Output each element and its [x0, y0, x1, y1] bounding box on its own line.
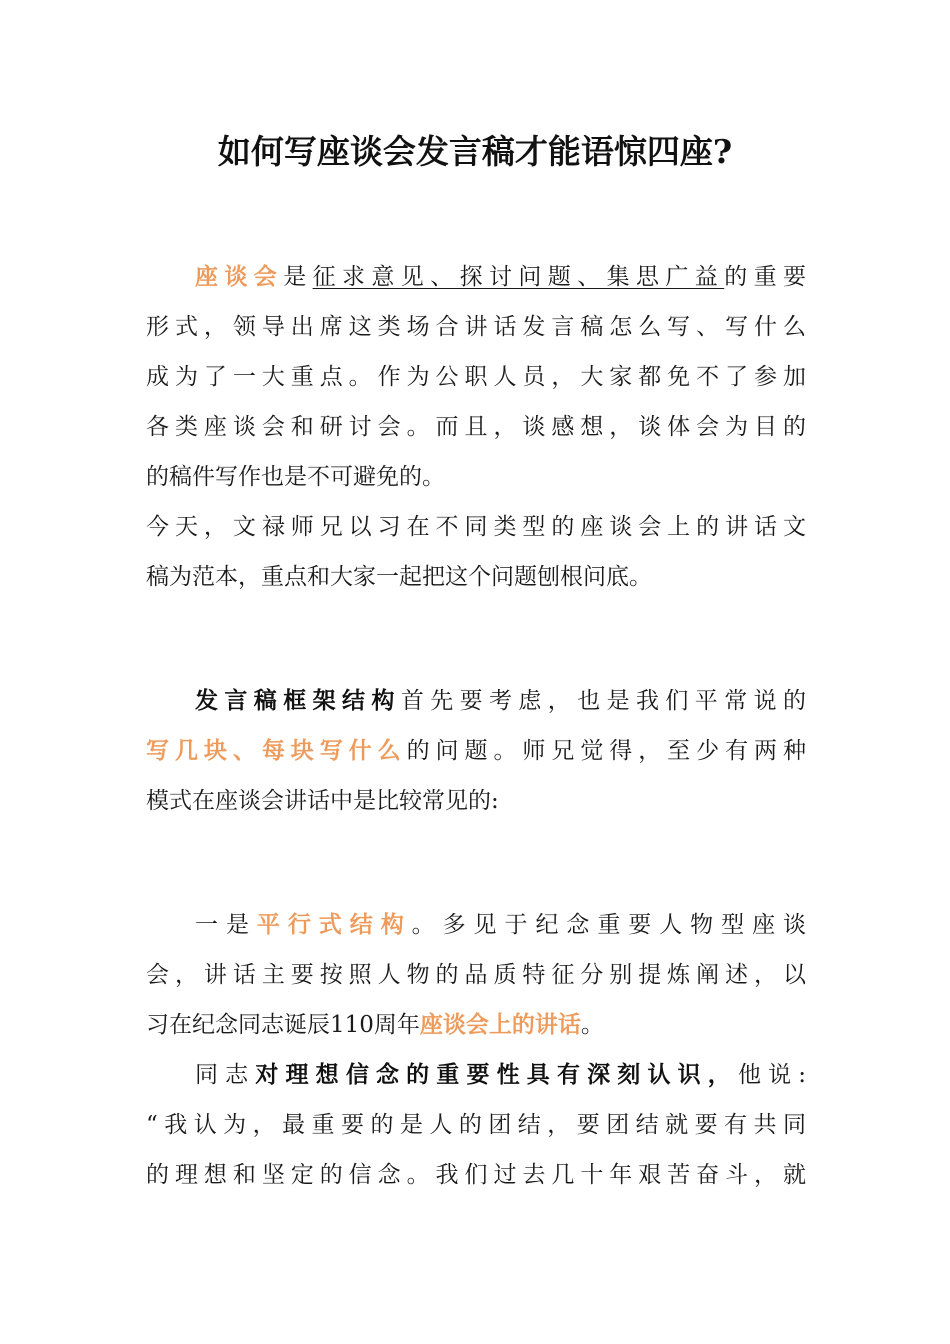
para4-line3: 的理想和坚定的信念。我们过去几十年艰苦奋斗，就	[146, 1162, 806, 1188]
text-run: 一是	[195, 912, 257, 938]
para1-line1	[195, 262, 806, 292]
highlight-term: 座谈会上的讲话	[419, 1011, 581, 1038]
text-run: 。多见于纪念重要人物型座谈	[411, 912, 807, 938]
text-run: 。	[580, 1012, 604, 1038]
text-run: 习在纪念同志诞辰110周年	[146, 1012, 420, 1038]
highlight-term: 平行式结构	[256, 911, 412, 938]
para3-line2: 会，讲话主要按照人物的品质特征分别提炼阐述，以	[146, 962, 806, 988]
para1-line4: 各类座谈会和研讨会。而且，谈感想，谈体会为目的	[146, 414, 806, 440]
para3-line3	[146, 1010, 806, 1040]
text-run: 的重要	[724, 264, 807, 290]
para3-line1	[195, 910, 806, 940]
para1-line7: 稿为范本，重点和大家一起把这个问题刨根问底。	[146, 564, 652, 590]
highlight-term: 座谈会	[195, 263, 284, 290]
para4-line2: “我认为，最重要的是人的团结，要团结就要有共同	[146, 1112, 806, 1138]
para1-line3: 成为了一大重点。作为公职人员，大家都免不了参加	[146, 364, 806, 390]
text-run: 是	[283, 264, 313, 290]
underlined-phrase: 征求意见、探讨问题、集思广益	[312, 264, 725, 290]
para1-line6: 今天，文禄师兄以习在不同类型的座谈会上的讲话文	[146, 514, 806, 540]
text-run: 同志	[195, 1062, 256, 1088]
para4-line1	[195, 1060, 806, 1090]
text-run: 他说:	[737, 1062, 807, 1088]
text-run: 首先要考虑，也是我们平常说的	[400, 688, 807, 714]
para2-line3: 模式在座谈会讲话中是比较常见的:	[146, 788, 499, 814]
para2-line2	[146, 736, 806, 766]
para2-line1	[195, 686, 806, 716]
bold-term: 对理想信念的重要性具有深刻认识，	[255, 1061, 738, 1088]
para1-line5: 的稿件写作也是不可避免的。	[146, 464, 445, 490]
document-title: 如何写座谈会发言稿才能语惊四座?	[217, 132, 733, 171]
text-run: 的问题。师兄觉得，至少有两种	[406, 738, 807, 764]
bold-term: 发言稿框架结构	[195, 687, 401, 714]
para1-line2: 形式，领导出席这类场合讲话发言稿怎么写、写什么	[146, 314, 806, 340]
highlight-term: 写几块、每块写什么	[146, 737, 407, 764]
